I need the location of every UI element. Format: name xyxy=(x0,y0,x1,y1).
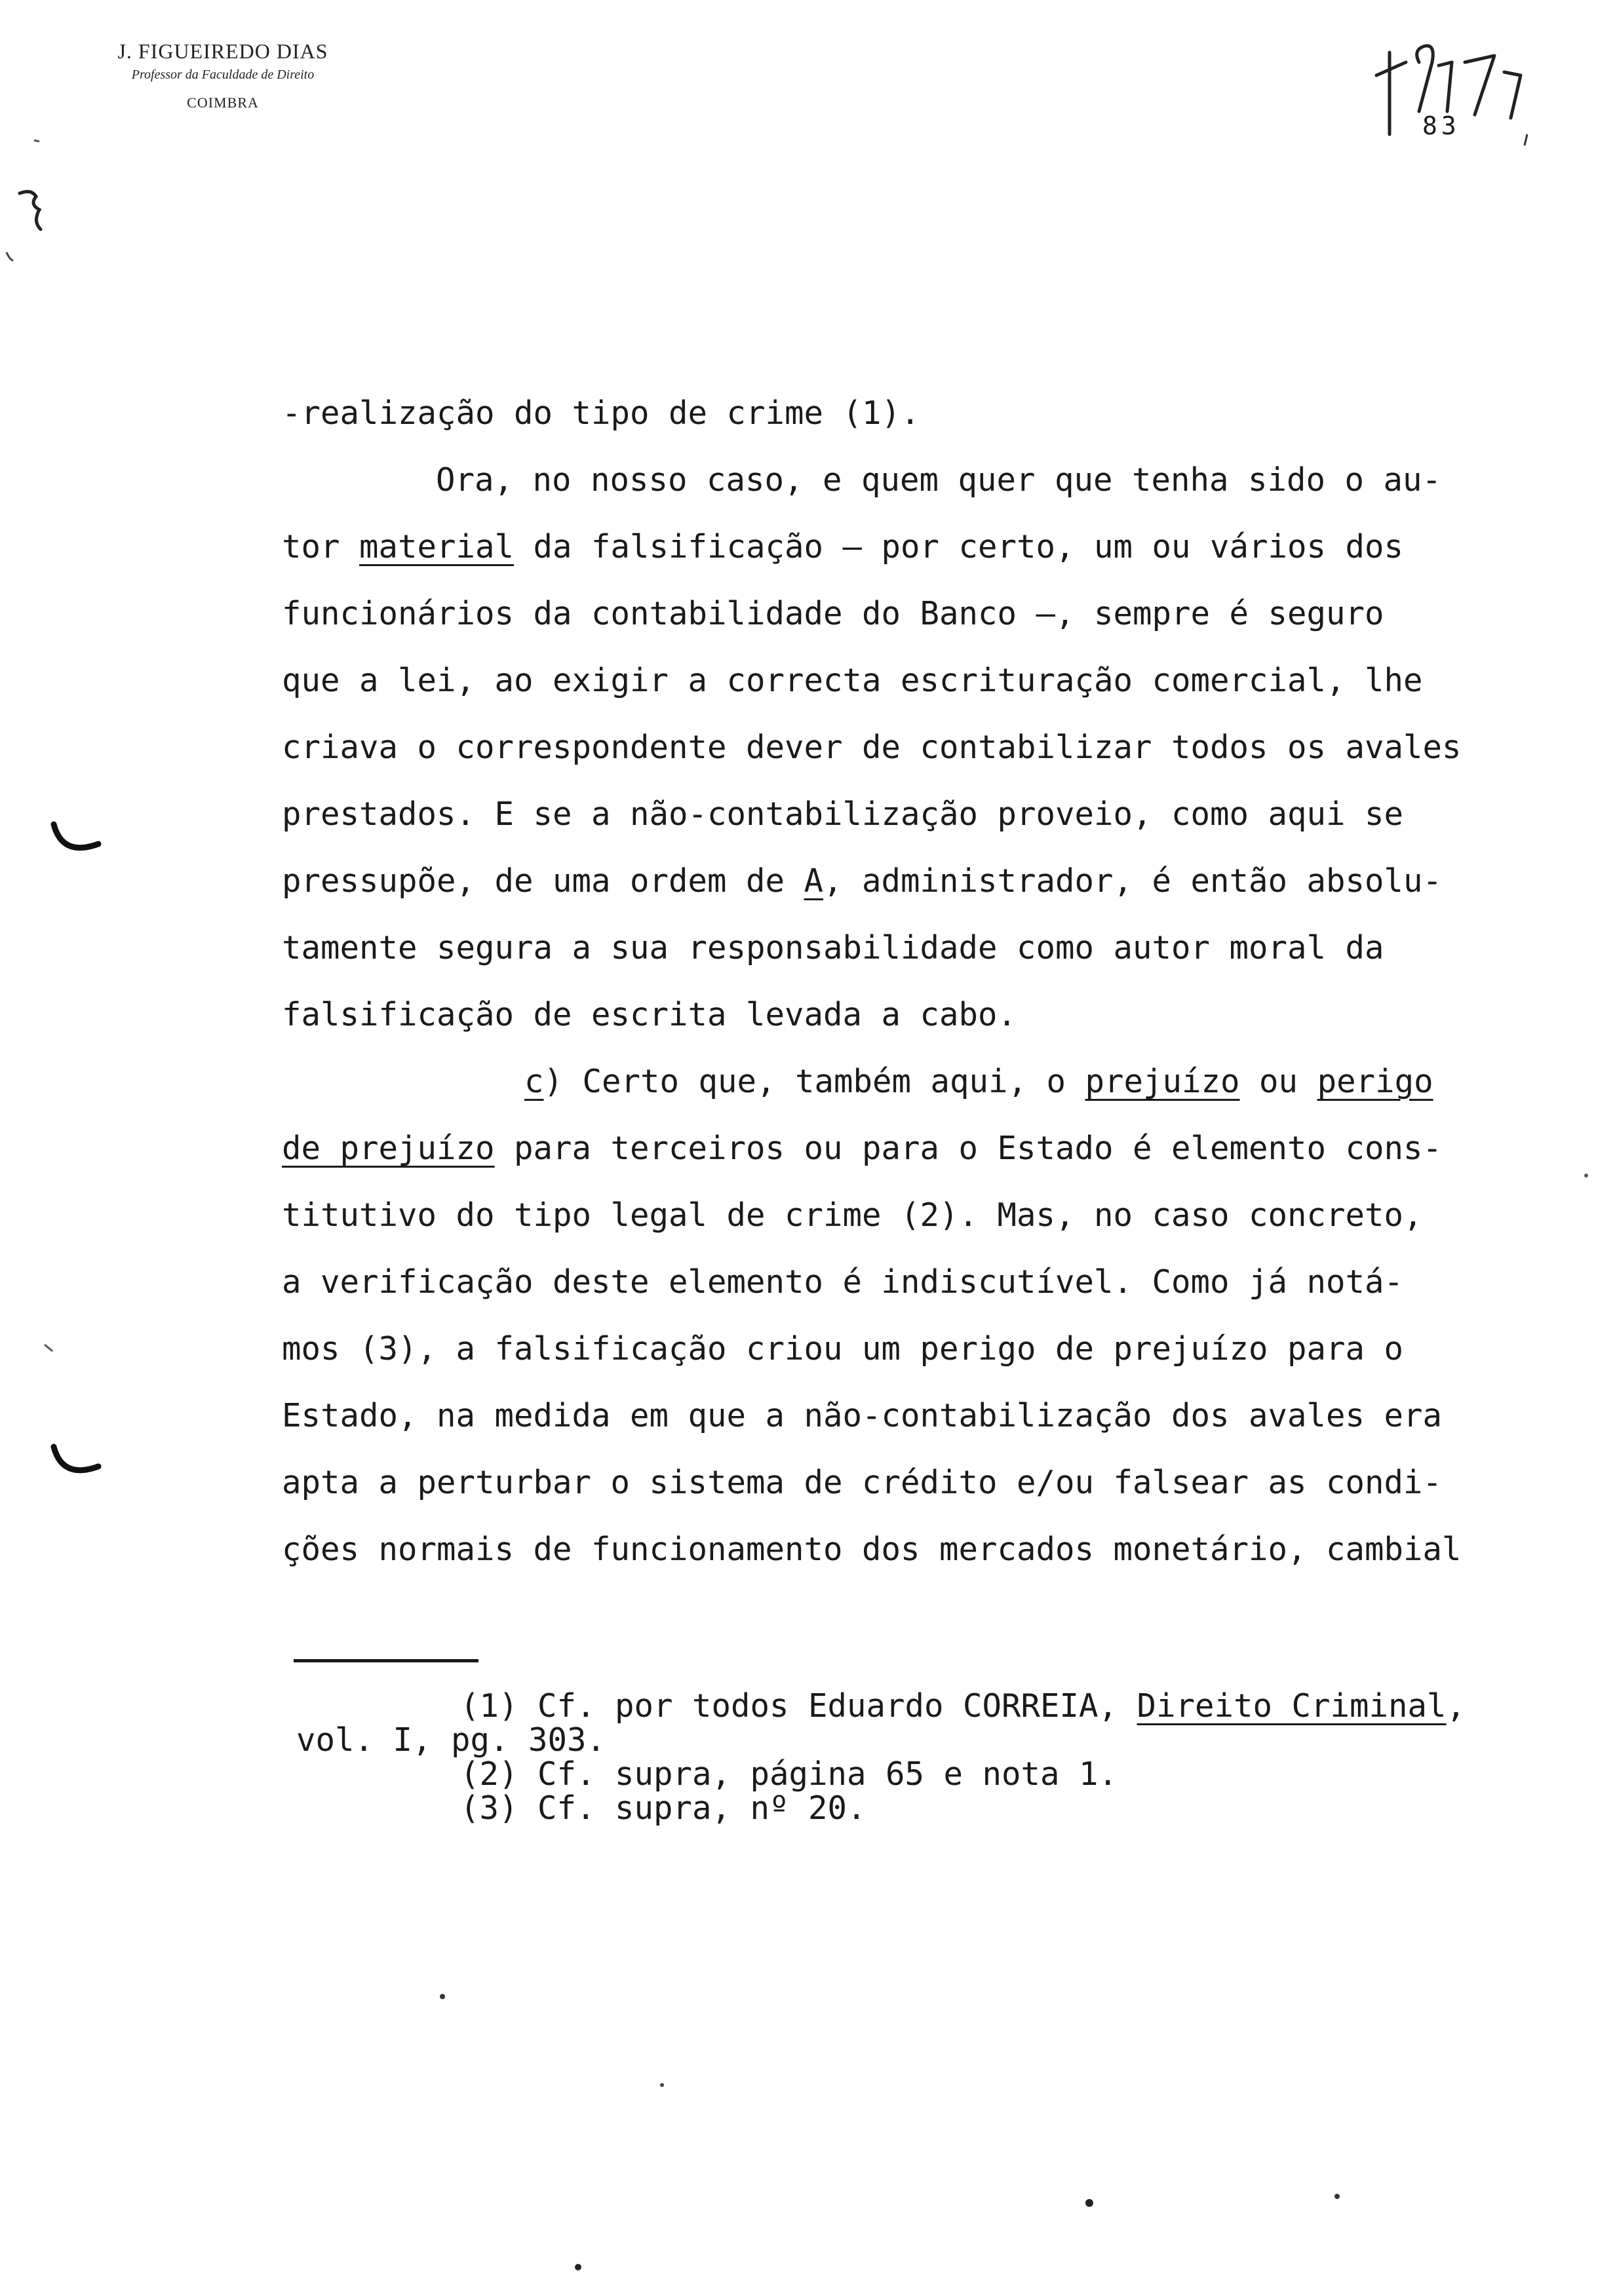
speck xyxy=(1584,1174,1588,1177)
punch-hole-mark-lower xyxy=(54,1447,98,1470)
text-line xyxy=(282,848,1514,915)
page-number: 83 xyxy=(1422,111,1460,140)
text-line xyxy=(282,1449,1514,1516)
author-role: Professor da Faculdade de Direito xyxy=(131,67,315,82)
footnote-1 xyxy=(296,1689,1542,1723)
stray-mark xyxy=(7,252,13,261)
text: da falsificação — por certo, um ou vários dos xyxy=(514,528,1404,565)
text: mos (3), a falsificação criou um perigo de prejuízo para o xyxy=(282,1330,1404,1368)
text: criava o correspondente dever de contabilizar todos os avales xyxy=(282,729,1462,766)
text-line xyxy=(282,1182,1514,1249)
text-line xyxy=(282,1383,1514,1449)
text-line xyxy=(282,447,1514,514)
text-line xyxy=(282,915,1514,982)
text-line xyxy=(282,380,1514,447)
footnote-2 xyxy=(296,1757,1542,1791)
text: prestados. E se a não-contabilização proveio, como aqui se xyxy=(282,795,1404,833)
author-name: J. FIGUEIREDO DIAS xyxy=(117,39,328,63)
underlined-title: Direito Criminal xyxy=(1137,1687,1447,1725)
text: Estado, na medida em que a não-contabilização dos avales era xyxy=(282,1397,1443,1434)
stray-tick xyxy=(45,1345,52,1351)
speck xyxy=(440,1994,445,1999)
speck xyxy=(1334,2194,1340,2199)
text-line xyxy=(282,514,1514,581)
text-line xyxy=(282,1249,1514,1316)
text-line xyxy=(282,581,1514,647)
text: ) Certo que, também aqui, o xyxy=(543,1063,1085,1100)
text-line xyxy=(282,1516,1514,1583)
text-line xyxy=(282,982,1514,1048)
text: funcionários da contabilidade do Banco —, sempre é seguro xyxy=(282,595,1384,632)
speck xyxy=(1085,2199,1093,2207)
stray-tick-top xyxy=(34,140,39,142)
text-line xyxy=(282,647,1514,714)
underlined-term: perigo xyxy=(1317,1063,1433,1100)
text-line xyxy=(282,1048,1514,1115)
text: (2) Cf. supra, página 65 e nota 1. xyxy=(460,1755,1118,1793)
body-text xyxy=(282,380,1514,1583)
text: Ora, no nosso caso, e quem quer que tenha sido o au- xyxy=(436,461,1442,499)
text-line xyxy=(282,1316,1514,1383)
footnote-3 xyxy=(296,1791,1542,1826)
text: pressupõe, de uma ordem de xyxy=(282,862,804,900)
text-line xyxy=(282,714,1514,781)
text-line xyxy=(282,781,1514,848)
handwritten-scribble xyxy=(20,191,41,229)
text: ou xyxy=(1239,1063,1317,1100)
text: vol. I, pg. 303. xyxy=(296,1721,606,1759)
footnotes xyxy=(296,1689,1542,1826)
text: falsificação de escrita levada a cabo. xyxy=(282,996,1017,1033)
text: (1) Cf. por todos Eduardo CORREIA, xyxy=(460,1687,1137,1725)
text: titutivo do tipo legal de crime (2). Mas, no caso concreto, xyxy=(282,1196,1423,1234)
footnote-1-continued xyxy=(296,1723,1542,1757)
footnote-separator xyxy=(294,1659,478,1662)
text: ções normais de funcionamento dos mercados monetário, cambial xyxy=(282,1531,1462,1568)
speck xyxy=(575,2264,581,2270)
author-city: COIMBRA xyxy=(187,94,259,111)
underlined-term: A xyxy=(804,862,824,900)
text: tamente segura a sua responsabilidade como autor moral da xyxy=(282,929,1384,966)
underlined-term: prejuízo xyxy=(1085,1063,1240,1100)
text: para terceiros ou para o Estado é elemento cons- xyxy=(494,1130,1443,1167)
underlined-term: de prejuízo xyxy=(282,1130,495,1167)
text: apta a perturbar o sistema de crédito e/ou falsear as condi- xyxy=(282,1464,1443,1501)
text: a verificação deste elemento é indiscutível. Como já notá- xyxy=(282,1263,1404,1301)
text: que a lei, ao exigir a correcta escrituração comercial, lhe xyxy=(282,662,1423,699)
text: , xyxy=(1446,1687,1466,1725)
text: (3) Cf. supra, nº 20. xyxy=(460,1789,866,1827)
text: , administrador, é então absolu- xyxy=(823,862,1443,900)
underlined-term: material xyxy=(359,528,515,565)
speck xyxy=(660,2083,664,2087)
punch-hole-mark-upper xyxy=(54,824,98,848)
text: tor xyxy=(282,528,360,565)
text-line xyxy=(282,1115,1514,1182)
underlined-term: c xyxy=(524,1063,544,1100)
text: -realização do tipo de crime (1). xyxy=(282,394,920,432)
